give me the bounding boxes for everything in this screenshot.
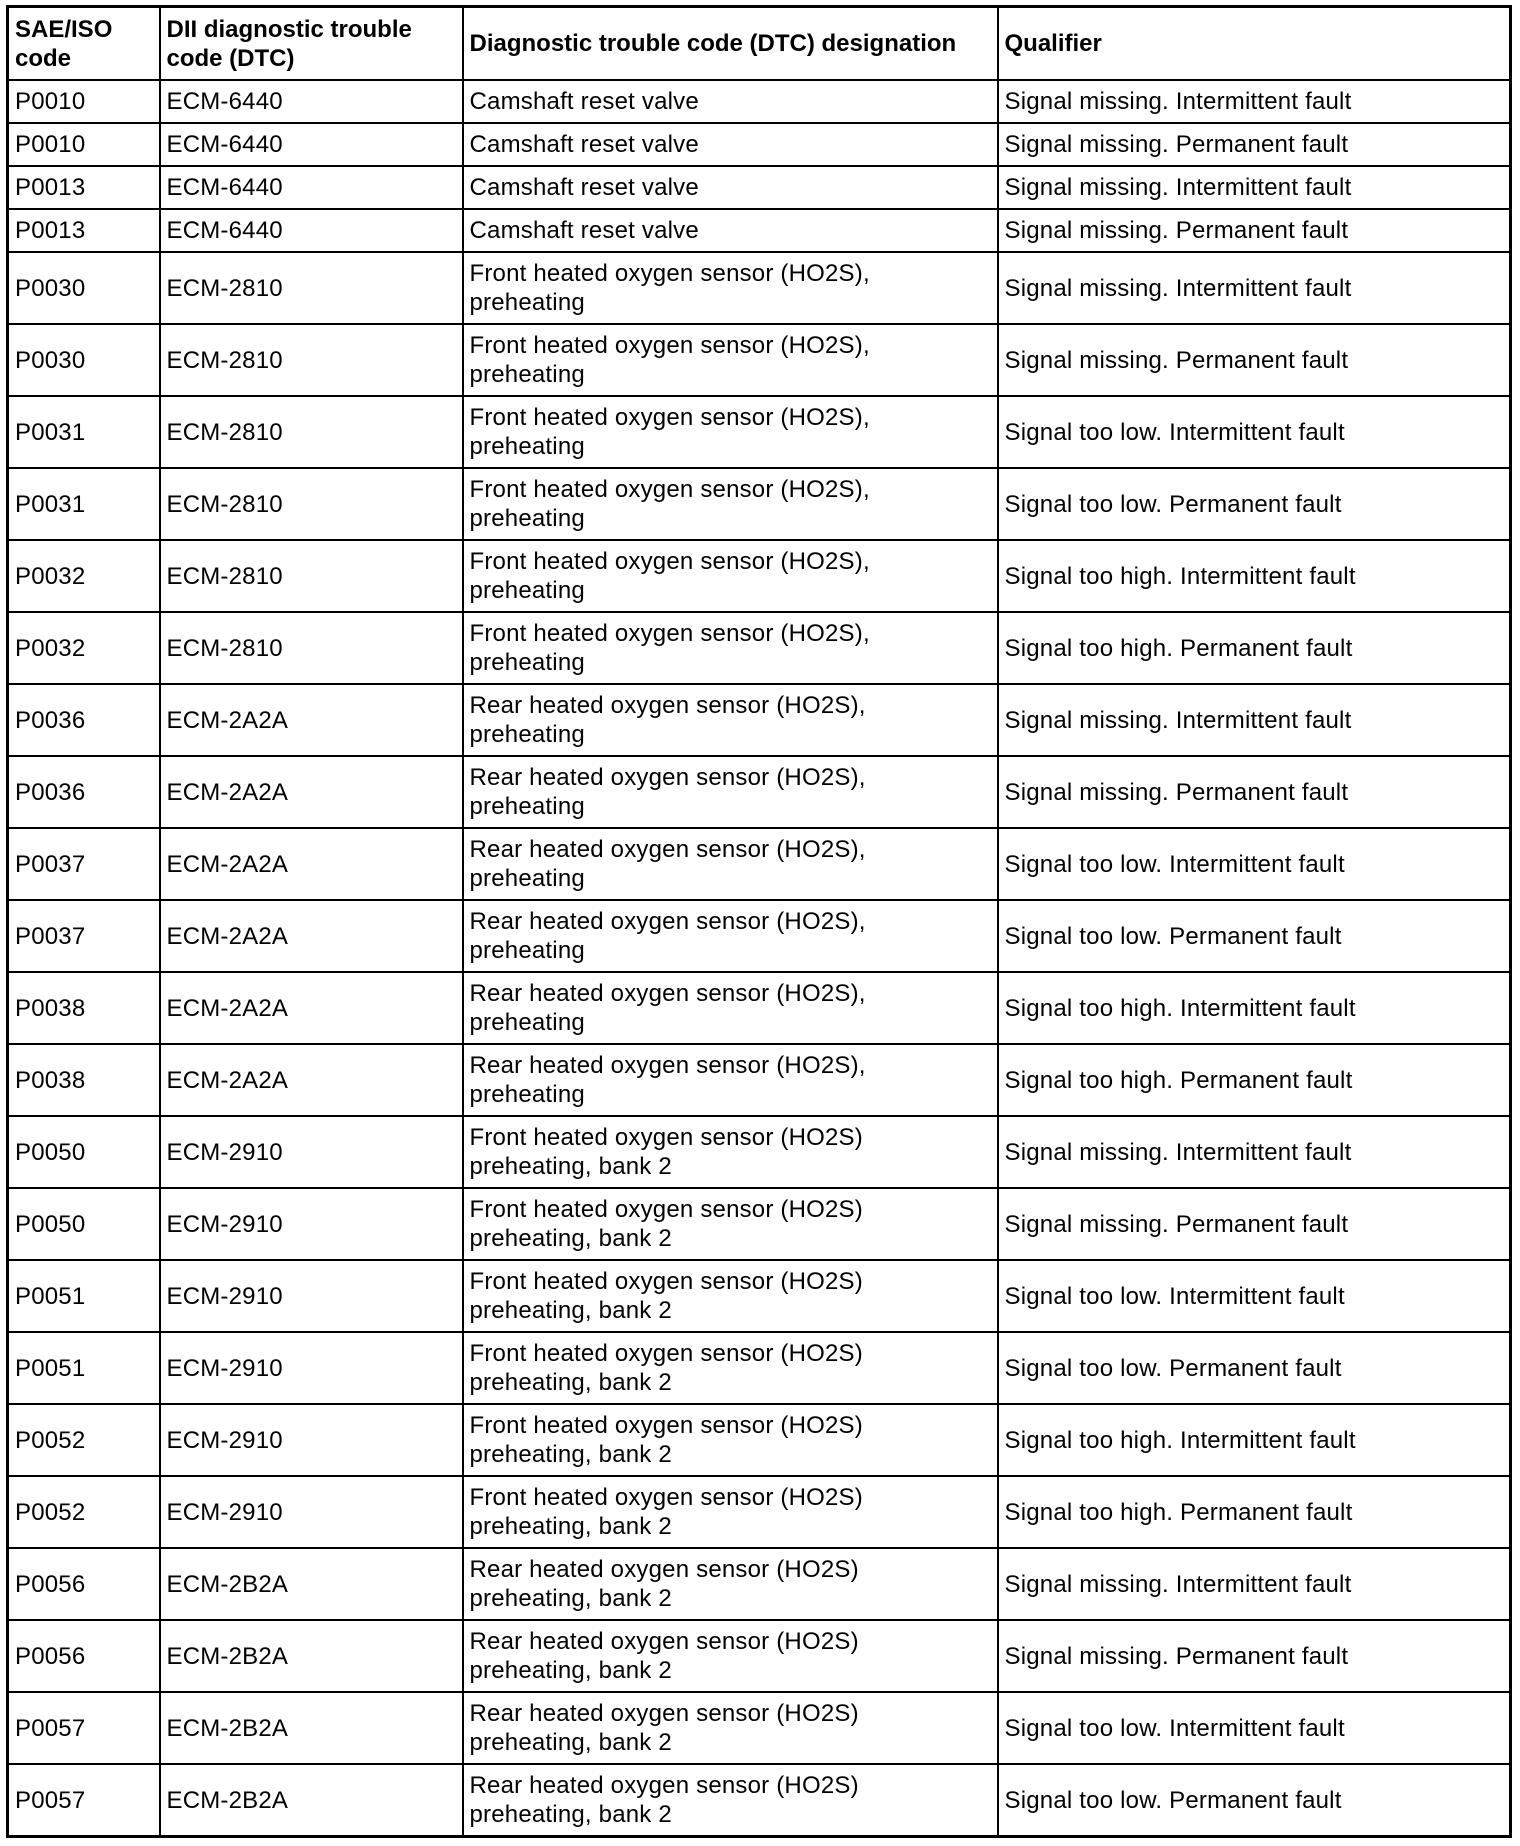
cell-text: P0056 — [15, 1642, 86, 1670]
cell-text: ECM-2810 — [166, 634, 283, 662]
cell-text: Signal missing. Permanent fault — [1004, 346, 1349, 374]
cell-text: ECM-2910 — [166, 1210, 283, 1238]
cell-text: Camshaft reset valve — [469, 88, 699, 115]
dtc-designation-cell — [463, 1188, 998, 1260]
header-sae-iso-code — [8, 7, 160, 81]
cell-text: ECM-2A2A — [166, 706, 289, 734]
dii-dtc-cell — [160, 324, 463, 396]
cell-text: P0037 — [15, 922, 86, 950]
dii-dtc-cell — [160, 1764, 463, 1837]
dtc-designation-cell — [463, 1332, 998, 1404]
cell-text: ECM-2810 — [166, 346, 283, 374]
cell-text: P0056 — [15, 1570, 86, 1598]
cell-text: Signal missing. Intermittent fault — [1004, 88, 1352, 115]
cell-text: ECM-2A2A — [166, 1066, 289, 1094]
cell-text: Rear heated oxygen sensor (HO2S), preheating — [469, 764, 866, 820]
table-row — [8, 396, 1511, 468]
cell-text: Signal too high. Intermittent fault — [1004, 994, 1356, 1022]
qualifier-cell — [998, 166, 1511, 209]
dtc-designation-cell — [463, 166, 998, 209]
cell-text: P0030 — [15, 346, 86, 374]
qualifier-cell — [998, 252, 1511, 324]
cell-text: Signal too high. Permanent fault — [1004, 634, 1353, 662]
dtc-designation-cell — [463, 612, 998, 684]
table-row — [8, 123, 1511, 166]
dtc-designation-cell — [463, 468, 998, 540]
cell-text: ECM-6440 — [166, 174, 283, 201]
sae-iso-code-cell — [8, 1188, 160, 1260]
cell-text: Signal too high. Permanent fault — [1004, 1066, 1353, 1094]
qualifier-cell — [998, 612, 1511, 684]
sae-iso-code-cell — [8, 1764, 160, 1837]
qualifier-cell — [998, 900, 1511, 972]
table-row — [8, 1260, 1511, 1332]
table-row — [8, 1332, 1511, 1404]
cell-text: Signal too low. Permanent fault — [1004, 1354, 1342, 1382]
dii-dtc-cell — [160, 1692, 463, 1764]
sae-iso-code-cell — [8, 684, 160, 756]
dtc-table — [6, 5, 1512, 1838]
dtc-designation-cell — [463, 80, 998, 123]
cell-text: ECM-2A2A — [166, 850, 289, 878]
cell-text: ECM-2B2A — [166, 1570, 289, 1598]
dii-dtc-cell — [160, 900, 463, 972]
cell-text: Front heated oxygen sensor (HO2S), preheating — [469, 476, 870, 532]
qualifier-cell — [998, 80, 1511, 123]
qualifier-cell — [998, 1764, 1511, 1837]
table-row — [8, 828, 1511, 900]
cell-text: Signal too low. Intermittent fault — [1004, 418, 1345, 446]
cell-text: P0057 — [15, 1714, 86, 1742]
table-row — [8, 1188, 1511, 1260]
cell-text: P0031 — [15, 490, 86, 518]
sae-iso-code-cell — [8, 1044, 160, 1116]
sae-iso-code-cell — [8, 80, 160, 123]
cell-text: Signal missing. Permanent fault — [1004, 1210, 1349, 1238]
sae-iso-code-cell — [8, 1332, 160, 1404]
dii-dtc-cell — [160, 468, 463, 540]
cell-text: Signal missing. Permanent fault — [1004, 1642, 1349, 1670]
sae-iso-code-cell — [8, 1620, 160, 1692]
cell-text: Rear heated oxygen sensor (HO2S) preheating, bank 2 — [469, 1772, 859, 1828]
table-body — [8, 80, 1511, 1837]
dii-dtc-cell — [160, 166, 463, 209]
table-row — [8, 756, 1511, 828]
cell-text: Signal too high. Intermittent fault — [1004, 562, 1356, 590]
cell-text: Rear heated oxygen sensor (HO2S) preheating, bank 2 — [469, 1628, 859, 1684]
cell-text: Signal too low. Intermittent fault — [1004, 850, 1345, 878]
cell-text: Front heated oxygen sensor (HO2S), preheating — [469, 620, 870, 676]
sae-iso-code-cell — [8, 1116, 160, 1188]
cell-text: Signal too high. Intermittent fault — [1004, 1426, 1356, 1454]
table-row — [8, 1548, 1511, 1620]
qualifier-cell — [998, 396, 1511, 468]
qualifier-cell — [998, 1404, 1511, 1476]
cell-text: Signal missing. Intermittent fault — [1004, 1570, 1352, 1598]
cell-text: Front heated oxygen sensor (HO2S) preheating, bank 2 — [469, 1484, 863, 1540]
dii-dtc-cell — [160, 1188, 463, 1260]
cell-text: Rear heated oxygen sensor (HO2S) preheating, bank 2 — [469, 1556, 859, 1612]
cell-text: Front heated oxygen sensor (HO2S) preheating, bank 2 — [469, 1412, 863, 1468]
cell-text: P0051 — [15, 1354, 86, 1382]
cell-text: ECM-2910 — [166, 1138, 283, 1166]
qualifier-cell — [998, 828, 1511, 900]
cell-text: Front heated oxygen sensor (HO2S), preheating — [469, 548, 870, 604]
sae-iso-code-cell — [8, 1548, 160, 1620]
dii-dtc-cell — [160, 396, 463, 468]
sae-iso-code-cell — [8, 396, 160, 468]
cell-text: Camshaft reset valve — [469, 131, 699, 158]
qualifier-cell — [998, 1044, 1511, 1116]
dtc-designation-cell — [463, 123, 998, 166]
dii-dtc-cell — [160, 80, 463, 123]
cell-text: P0038 — [15, 1066, 86, 1094]
cell-text: Signal too low. Permanent fault — [1004, 922, 1342, 950]
sae-iso-code-cell — [8, 1260, 160, 1332]
cell-text: Rear heated oxygen sensor (HO2S), preheating — [469, 692, 866, 748]
sae-iso-code-cell — [8, 1692, 160, 1764]
header-label: DII diagnostic trouble code (DTC) — [166, 15, 412, 72]
qualifier-cell — [998, 123, 1511, 166]
cell-text: P0032 — [15, 562, 86, 590]
cell-text: Signal missing. Intermittent fault — [1004, 1138, 1352, 1166]
cell-text: P0010 — [15, 88, 86, 115]
dii-dtc-cell — [160, 209, 463, 252]
dtc-designation-cell — [463, 828, 998, 900]
cell-text: Camshaft reset valve — [469, 217, 699, 244]
table-row — [8, 1764, 1511, 1837]
sae-iso-code-cell — [8, 252, 160, 324]
cell-text: P0037 — [15, 850, 86, 878]
cell-text: Camshaft reset valve — [469, 174, 699, 201]
cell-text: ECM-2A2A — [166, 778, 289, 806]
qualifier-cell — [998, 324, 1511, 396]
dtc-designation-cell — [463, 1116, 998, 1188]
header-row — [8, 7, 1511, 81]
cell-text: ECM-2B2A — [166, 1642, 289, 1670]
qualifier-cell — [998, 1260, 1511, 1332]
dtc-designation-cell — [463, 756, 998, 828]
cell-text: Front heated oxygen sensor (HO2S) preheating, bank 2 — [469, 1340, 863, 1396]
dii-dtc-cell — [160, 123, 463, 166]
sae-iso-code-cell — [8, 324, 160, 396]
cell-text: P0010 — [15, 131, 86, 158]
dii-dtc-cell — [160, 1116, 463, 1188]
cell-text: P0050 — [15, 1210, 86, 1238]
cell-text: Signal missing. Intermittent fault — [1004, 706, 1352, 734]
table-row — [8, 540, 1511, 612]
dii-dtc-cell — [160, 540, 463, 612]
sae-iso-code-cell — [8, 123, 160, 166]
table-row — [8, 684, 1511, 756]
cell-text: ECM-6440 — [166, 217, 283, 244]
cell-text: Signal too low. Permanent fault — [1004, 490, 1342, 518]
header-dii-dtc — [160, 7, 463, 81]
cell-text: Front heated oxygen sensor (HO2S) preheating, bank 2 — [469, 1196, 863, 1252]
cell-text: Signal missing. Intermittent fault — [1004, 174, 1352, 201]
sae-iso-code-cell — [8, 209, 160, 252]
qualifier-cell — [998, 1548, 1511, 1620]
cell-text: ECM-2810 — [166, 418, 283, 446]
cell-text: P0031 — [15, 418, 86, 446]
qualifier-cell — [998, 1332, 1511, 1404]
sae-iso-code-cell — [8, 1476, 160, 1548]
cell-text: Front heated oxygen sensor (HO2S), preheating — [469, 332, 870, 388]
dtc-designation-cell — [463, 252, 998, 324]
dii-dtc-cell — [160, 1476, 463, 1548]
sae-iso-code-cell — [8, 166, 160, 209]
cell-text: Rear heated oxygen sensor (HO2S), preheating — [469, 980, 866, 1036]
qualifier-cell — [998, 209, 1511, 252]
table-row — [8, 209, 1511, 252]
dii-dtc-cell — [160, 1044, 463, 1116]
dtc-designation-cell — [463, 1260, 998, 1332]
sae-iso-code-cell — [8, 612, 160, 684]
cell-text: Front heated oxygen sensor (HO2S) preheating, bank 2 — [469, 1124, 863, 1180]
cell-text: P0032 — [15, 634, 86, 662]
cell-text: Rear heated oxygen sensor (HO2S) preheating, bank 2 — [469, 1700, 859, 1756]
dtc-designation-cell — [463, 324, 998, 396]
sae-iso-code-cell — [8, 828, 160, 900]
cell-text: ECM-6440 — [166, 88, 283, 115]
table-row — [8, 1476, 1511, 1548]
dii-dtc-cell — [160, 612, 463, 684]
dtc-designation-cell — [463, 1476, 998, 1548]
table-row — [8, 612, 1511, 684]
cell-text: P0030 — [15, 274, 86, 302]
table-row — [8, 1404, 1511, 1476]
table-row — [8, 1692, 1511, 1764]
qualifier-cell — [998, 468, 1511, 540]
dii-dtc-cell — [160, 1620, 463, 1692]
cell-text: Signal missing. Intermittent fault — [1004, 274, 1352, 302]
cell-text: P0052 — [15, 1498, 86, 1526]
cell-text: Front heated oxygen sensor (HO2S), preheating — [469, 260, 870, 316]
table-row — [8, 252, 1511, 324]
table-row — [8, 468, 1511, 540]
dii-dtc-cell — [160, 972, 463, 1044]
dtc-designation-cell — [463, 900, 998, 972]
qualifier-cell — [998, 1116, 1511, 1188]
dtc-designation-cell — [463, 1764, 998, 1837]
dii-dtc-cell — [160, 828, 463, 900]
dtc-designation-cell — [463, 972, 998, 1044]
cell-text: ECM-6440 — [166, 131, 283, 158]
cell-text: P0051 — [15, 1282, 86, 1310]
sae-iso-code-cell — [8, 1404, 160, 1476]
cell-text: ECM-2A2A — [166, 922, 289, 950]
table-row — [8, 324, 1511, 396]
dii-dtc-cell — [160, 684, 463, 756]
qualifier-cell — [998, 684, 1511, 756]
table-header — [8, 7, 1511, 81]
cell-text: ECM-2B2A — [166, 1714, 289, 1742]
cell-text: P0013 — [15, 174, 86, 201]
sae-iso-code-cell — [8, 900, 160, 972]
sae-iso-code-cell — [8, 972, 160, 1044]
cell-text: ECM-2910 — [166, 1498, 283, 1526]
table-row — [8, 166, 1511, 209]
table-row — [8, 1620, 1511, 1692]
cell-text: Signal too low. Permanent fault — [1004, 1786, 1342, 1814]
qualifier-cell — [998, 1188, 1511, 1260]
cell-text: Rear heated oxygen sensor (HO2S), preheating — [469, 1052, 866, 1108]
cell-text: Signal too low. Intermittent fault — [1004, 1714, 1345, 1742]
dtc-designation-cell — [463, 396, 998, 468]
cell-text: ECM-2810 — [166, 490, 283, 518]
header-label: Diagnostic trouble code (DTC) designation — [469, 30, 957, 57]
dii-dtc-cell — [160, 1548, 463, 1620]
header-qualifier — [998, 7, 1511, 81]
qualifier-cell — [998, 1692, 1511, 1764]
qualifier-cell — [998, 1620, 1511, 1692]
cell-text: Signal missing. Permanent fault — [1004, 131, 1349, 158]
cell-text: ECM-2910 — [166, 1354, 283, 1382]
cell-text: ECM-2B2A — [166, 1786, 289, 1814]
dii-dtc-cell — [160, 1260, 463, 1332]
cell-text: ECM-2810 — [166, 562, 283, 590]
table-row — [8, 80, 1511, 123]
dii-dtc-cell — [160, 756, 463, 828]
cell-text: P0038 — [15, 994, 86, 1022]
qualifier-cell — [998, 756, 1511, 828]
cell-text: P0036 — [15, 778, 86, 806]
dtc-designation-cell — [463, 1044, 998, 1116]
cell-text: P0050 — [15, 1138, 86, 1166]
qualifier-cell — [998, 1476, 1511, 1548]
cell-text: Rear heated oxygen sensor (HO2S), preheating — [469, 908, 866, 964]
dii-dtc-cell — [160, 1404, 463, 1476]
table-row — [8, 972, 1511, 1044]
qualifier-cell — [998, 540, 1511, 612]
cell-text: P0013 — [15, 217, 86, 244]
cell-text: ECM-2810 — [166, 274, 283, 302]
cell-text: P0057 — [15, 1786, 86, 1814]
dtc-designation-cell — [463, 1620, 998, 1692]
header-label: Qualifier — [1004, 30, 1102, 57]
cell-text: Front heated oxygen sensor (HO2S), preheating — [469, 404, 870, 460]
table-row — [8, 1116, 1511, 1188]
cell-text: Signal missing. Permanent fault — [1004, 217, 1349, 244]
qualifier-cell — [998, 972, 1511, 1044]
dtc-designation-cell — [463, 684, 998, 756]
dtc-designation-cell — [463, 1548, 998, 1620]
dtc-designation-cell — [463, 209, 998, 252]
header-label: SAE/ISO code — [15, 15, 113, 72]
cell-text: ECM-2910 — [166, 1426, 283, 1454]
cell-text: Signal missing. Permanent fault — [1004, 778, 1349, 806]
cell-text: ECM-2910 — [166, 1282, 283, 1310]
cell-text: P0052 — [15, 1426, 86, 1454]
sae-iso-code-cell — [8, 540, 160, 612]
header-dtc-designation — [463, 7, 998, 81]
sae-iso-code-cell — [8, 468, 160, 540]
cell-text: Signal too high. Permanent fault — [1004, 1498, 1353, 1526]
table-row — [8, 900, 1511, 972]
dii-dtc-cell — [160, 252, 463, 324]
sae-iso-code-cell — [8, 756, 160, 828]
table-row — [8, 1044, 1511, 1116]
cell-text: P0036 — [15, 706, 86, 734]
cell-text: Front heated oxygen sensor (HO2S) preheating, bank 2 — [469, 1268, 863, 1324]
dii-dtc-cell — [160, 1332, 463, 1404]
cell-text: ECM-2A2A — [166, 994, 289, 1022]
dtc-designation-cell — [463, 1692, 998, 1764]
dtc-designation-cell — [463, 1404, 998, 1476]
cell-text: Rear heated oxygen sensor (HO2S), preheating — [469, 836, 866, 892]
cell-text: Signal too low. Intermittent fault — [1004, 1282, 1345, 1310]
dtc-designation-cell — [463, 540, 998, 612]
